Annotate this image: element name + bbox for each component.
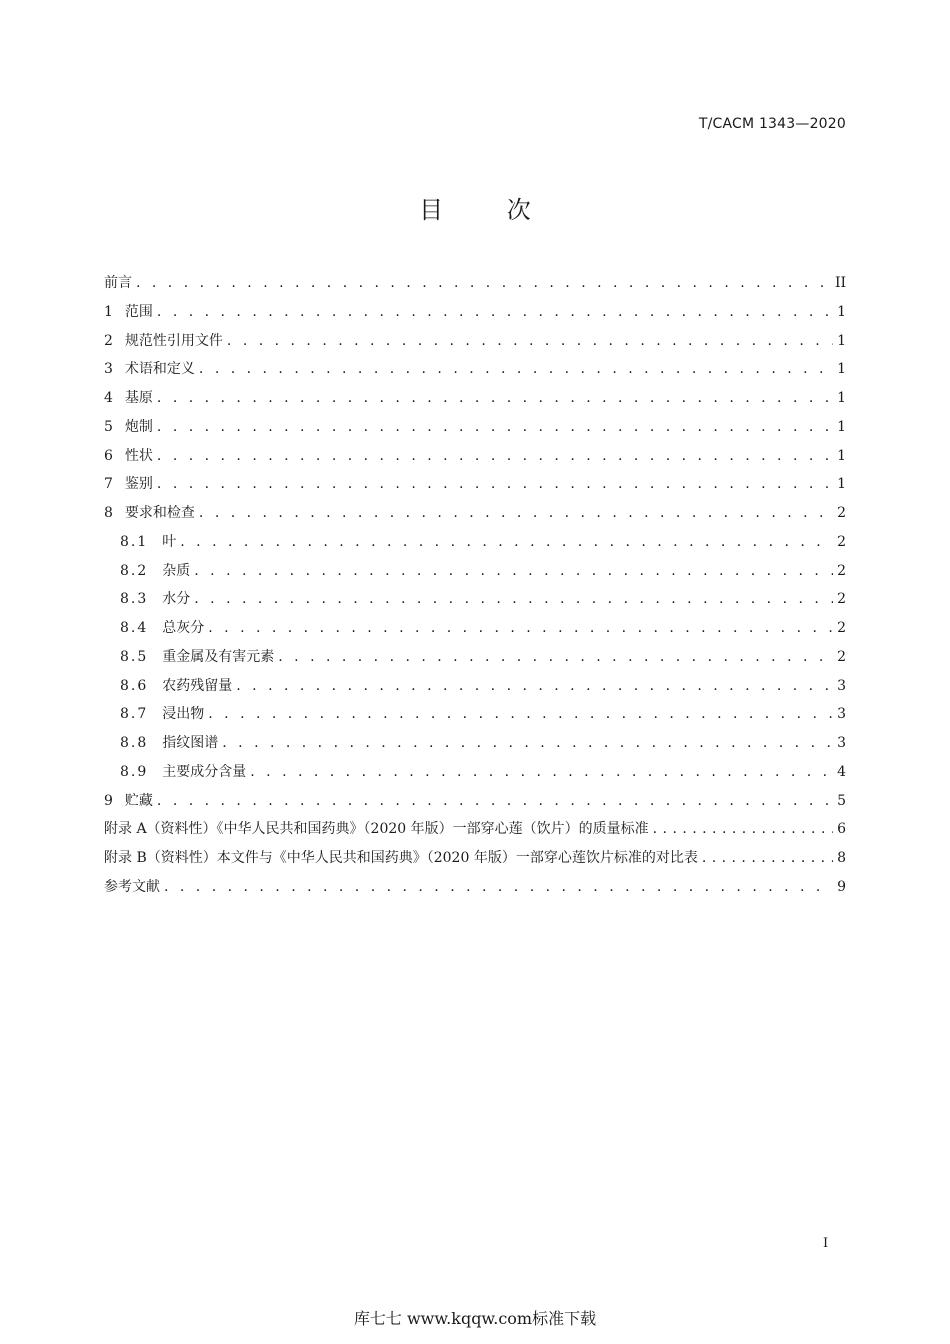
toc-entry-title: 农药残留量 — [162, 677, 233, 694]
toc-entry[interactable] — [104, 560, 846, 589]
toc-entry-title: 规范性引用文件 — [124, 332, 223, 349]
toc-leader-dots — [227, 333, 833, 349]
toc-entry-title: 基原 — [124, 390, 153, 406]
toc-entry-number: 8.8 — [120, 735, 149, 751]
toc-entry-page: 9 — [837, 878, 846, 895]
toc-entry-title: 性状 — [124, 447, 153, 464]
toc-leader-dots — [180, 534, 833, 550]
toc-leader-dots — [222, 735, 833, 751]
toc-leader-dots — [653, 821, 833, 837]
toc-entry-page: 3 — [837, 677, 846, 694]
toc-entry-title: 附录 B（资料性）本文件与《中华人民共和国药典》（2020 年版）一部穿心莲饮片标准的对比表 — [104, 850, 698, 866]
page-title: 目 次 — [419, 196, 559, 224]
toc-entry[interactable] — [104, 330, 846, 359]
toc-leader-dots — [194, 591, 833, 607]
page-number: I — [823, 1236, 829, 1251]
toc-entry-title: 贮藏 — [124, 792, 153, 809]
toc-entry-title: 浸出物 — [162, 706, 205, 723]
toc-entry[interactable] — [104, 847, 846, 876]
toc-leader-dots — [157, 390, 833, 406]
toc-entry-page: 3 — [837, 706, 846, 723]
toc-entry[interactable] — [104, 387, 846, 416]
toc-leader-dots — [194, 563, 833, 579]
toc-leader-dots — [157, 476, 833, 492]
toc-leader-dots — [208, 706, 833, 722]
toc-leader-dots — [157, 304, 833, 320]
toc-entry-number: 8.9 — [120, 763, 149, 780]
toc-entry-page: 4 — [837, 763, 846, 780]
toc-entry-number: 2 — [104, 332, 113, 349]
toc-entry-number: 8.7 — [120, 706, 149, 723]
toc-entry-number: 5 — [104, 418, 113, 435]
toc-entry-number: 3 — [104, 361, 113, 378]
toc-entry[interactable] — [104, 675, 846, 704]
toc-entry-title: 叶 — [162, 533, 177, 550]
toc-entry-title: 杂质 — [162, 562, 191, 579]
toc-entry-page: 2 — [837, 620, 846, 636]
toc-leader-dots — [157, 793, 833, 809]
toc-entry-title: 主要成分含量 — [162, 763, 247, 780]
toc-entry[interactable] — [104, 876, 846, 905]
toc-entry-title: 指纹图谱 — [162, 735, 219, 751]
toc-leader-dots — [702, 850, 833, 866]
toc-entry-page: 5 — [837, 792, 846, 809]
toc-entry-number: 8.2 — [120, 562, 149, 579]
toc-entry-page: 1 — [837, 447, 846, 464]
toc-leader-dots — [236, 678, 833, 694]
toc-leader-dots — [157, 448, 833, 464]
footer-watermark: 库七七 www.kqqw.com标准下载 — [353, 1309, 597, 1328]
toc-entry-page: 6 — [837, 821, 846, 838]
toc-entry-page: 1 — [837, 332, 846, 349]
toc-entry-page: 1 — [837, 361, 846, 378]
toc-entry-title: 前言 — [104, 275, 132, 291]
toc-entry-title: 术语和定义 — [124, 361, 195, 378]
toc-entry-page: 2 — [837, 505, 846, 521]
toc-entry[interactable] — [104, 301, 846, 330]
toc-entry[interactable] — [104, 732, 846, 761]
toc-entry-number: 9 — [104, 792, 113, 809]
toc-entry-number: 4 — [104, 390, 113, 406]
toc-leader-dots — [208, 620, 833, 636]
toc-entry[interactable] — [104, 818, 846, 847]
toc-entry-title: 附录 A（资料性）《中华人民共和国药典》（2020 年版）一部穿心莲（饮片）的质量标准 — [104, 821, 649, 838]
toc-entry-page: II — [834, 275, 846, 291]
toc-entry-page: 8 — [837, 850, 846, 866]
toc-entry-number: 1 — [104, 303, 113, 320]
toc-entry-page: 1 — [837, 390, 846, 406]
toc-entry-page: 1 — [837, 476, 846, 493]
toc-entry[interactable] — [104, 703, 846, 732]
toc-entry-number: 8.1 — [120, 533, 149, 550]
toc-entry-title: 参考文献 — [104, 878, 160, 895]
toc-entry-number: 7 — [104, 476, 113, 493]
toc-leader-dots — [136, 275, 831, 291]
toc-entry-title: 鉴别 — [124, 476, 153, 493]
toc-leader-dots — [157, 419, 833, 435]
toc-entry-number: 8.3 — [120, 591, 149, 608]
toc-entry-page: 1 — [837, 418, 846, 435]
toc-entry-title: 范围 — [124, 303, 153, 320]
toc-entry-page: 1 — [837, 303, 846, 320]
toc-leader-dots — [164, 879, 833, 895]
toc-entry-page: 2 — [837, 648, 846, 665]
toc-entry[interactable] — [104, 358, 846, 387]
toc-entry-number: 8.6 — [120, 677, 149, 694]
toc-entry[interactable] — [104, 646, 846, 675]
toc-entry-title: 重金属及有害元素 — [162, 648, 275, 665]
toc-entry-number: 8 — [104, 505, 113, 521]
toc-entry[interactable] — [104, 502, 846, 531]
toc-entry-number: 8.5 — [120, 648, 149, 665]
toc-leader-dots — [199, 505, 833, 521]
toc-entry[interactable] — [104, 416, 846, 445]
toc-entry-title: 炮制 — [124, 418, 153, 435]
toc-entry[interactable] — [104, 588, 846, 617]
toc-entry-page: 2 — [837, 591, 846, 608]
toc-entry-number: 6 — [104, 447, 113, 464]
toc-leader-dots — [199, 361, 833, 377]
toc-leader-dots — [278, 649, 833, 665]
toc-entry-title: 要求和检查 — [124, 505, 195, 521]
toc-entry[interactable] — [104, 473, 846, 502]
toc-entry[interactable] — [104, 617, 846, 646]
table-of-contents — [104, 272, 846, 905]
toc-entry[interactable] — [104, 531, 846, 560]
toc-entry-title: 水分 — [162, 591, 191, 608]
toc-entry[interactable] — [104, 445, 846, 474]
toc-entry-page: 3 — [837, 735, 846, 751]
toc-entry[interactable] — [104, 790, 846, 819]
toc-leader-dots — [250, 764, 833, 780]
toc-entry[interactable] — [104, 272, 846, 301]
standard-code: T/CACM 1343—2020 — [698, 116, 846, 132]
toc-entry-title: 总灰分 — [162, 620, 205, 636]
toc-entry-page: 2 — [837, 562, 846, 579]
toc-entry[interactable] — [104, 761, 846, 790]
toc-entry-number: 8.4 — [120, 620, 149, 636]
toc-entry-page: 2 — [837, 533, 846, 550]
